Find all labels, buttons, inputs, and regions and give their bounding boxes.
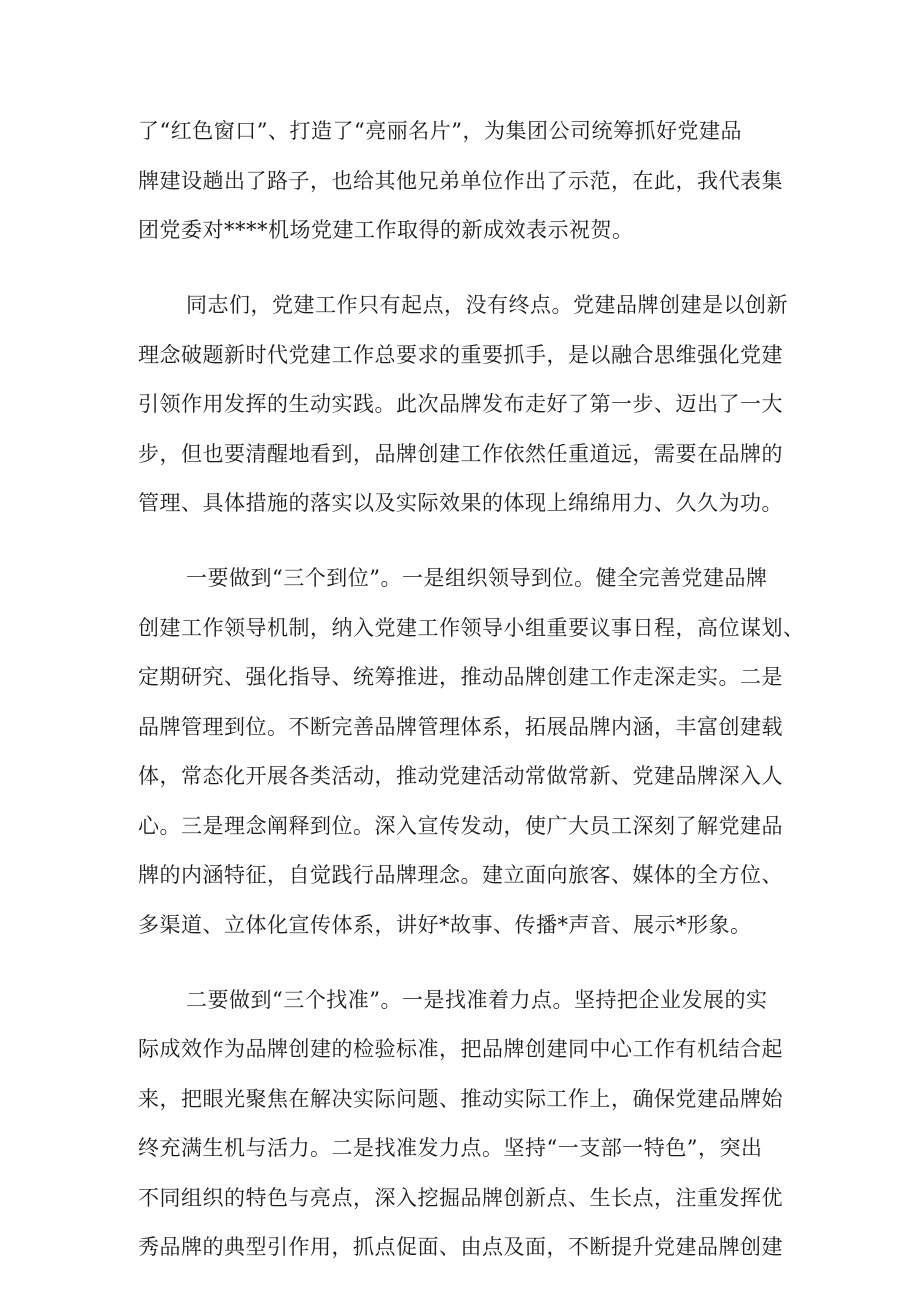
paragraph-4-line-3: 来，把眼光聚焦在解决实际问题、推动实际工作上，确保党建品牌始 — [138, 1087, 783, 1111]
paragraph-2-line-5: 管理、具体措施的落实以及实际效果的体现上绵绵用力、久久为功。 — [138, 491, 783, 515]
paragraph-4-line-6: 秀品牌的典型引作用，抓点促面、由点及面，不断提升党建品牌创建 — [138, 1235, 783, 1259]
paragraph-3-line-2: 创建工作领导机制，纳入党建工作领导小组重要议事日程，高位谋划、 — [138, 616, 805, 640]
paragraph-2-line-4: 步，但也要清醒地看到，品牌创建工作依然任重道远，需要在品牌的 — [138, 442, 783, 466]
paragraph-3-line-7: 牌的内涵特征，自觉践行品牌理念。建立面向旅客、媒体的全方位、 — [138, 863, 783, 887]
paragraph-4-line-4: 终充满生机与活力。二是找准发力点。坚持“一支部一特色”，突出 — [138, 1136, 763, 1160]
paragraph-4-line-5: 不同组织的特色与亮点，深入挖掘品牌创新点、生长点，注重发挥优 — [138, 1186, 783, 1210]
paragraph-1-line-1: 了“红色窗口”、打造了“亮丽名片”，为集团公司统筹抓好党建品 — [138, 119, 742, 143]
paragraph-1-line-3: 团党委对****机场党建工作取得的新成效表示祝贺。 — [138, 218, 634, 242]
paragraph-3-line-1: 一要做到“三个到位”。一是组织领导到位。健全完善党建品牌 — [186, 566, 768, 590]
paragraph-2-line-2: 理念破题新时代党建工作总要求的重要抓手，是以融合思维强化党建 — [138, 343, 783, 367]
paragraph-2-line-1: 同志们，党建工作只有起点，没有终点。党建品牌创建是以创新 — [186, 293, 788, 317]
paragraph-3-line-8: 多渠道、立体化宣传体系，讲好*故事、传播*声音、展示*形象。 — [138, 913, 752, 937]
paragraph-4-line-1: 二要做到“三个找准”。一是找准着力点。坚持把企业发展的实 — [186, 988, 768, 1012]
paragraph-3-line-6: 心。三是理念阐释到位。深入宣传发动，使广大员工深刻了解党建品 — [138, 814, 783, 838]
paragraph-2-line-3: 引领作用发挥的生动实践。此次品牌发布走好了第一步、迈出了一大 — [138, 392, 783, 416]
paragraph-1-line-2: 牌建设趟出了路子，也给其他兄弟单位作出了示范，在此，我代表集 — [138, 169, 783, 193]
paragraph-4-line-2: 际成效作为品牌创建的检验标准，把品牌创建同中心工作有机结合起 — [138, 1037, 783, 1061]
paragraph-3-line-4: 品牌管理到位。不断完善品牌管理体系，拓展品牌内涵，丰富创建载 — [138, 715, 783, 739]
paragraph-3-line-3: 定期研究、强化指导、统筹推进，推动品牌创建工作走深走实。二是 — [138, 665, 783, 689]
paragraph-3-line-5: 体，常态化开展各类活动，推动党建活动常做常新、党建品牌深入人 — [138, 764, 783, 788]
